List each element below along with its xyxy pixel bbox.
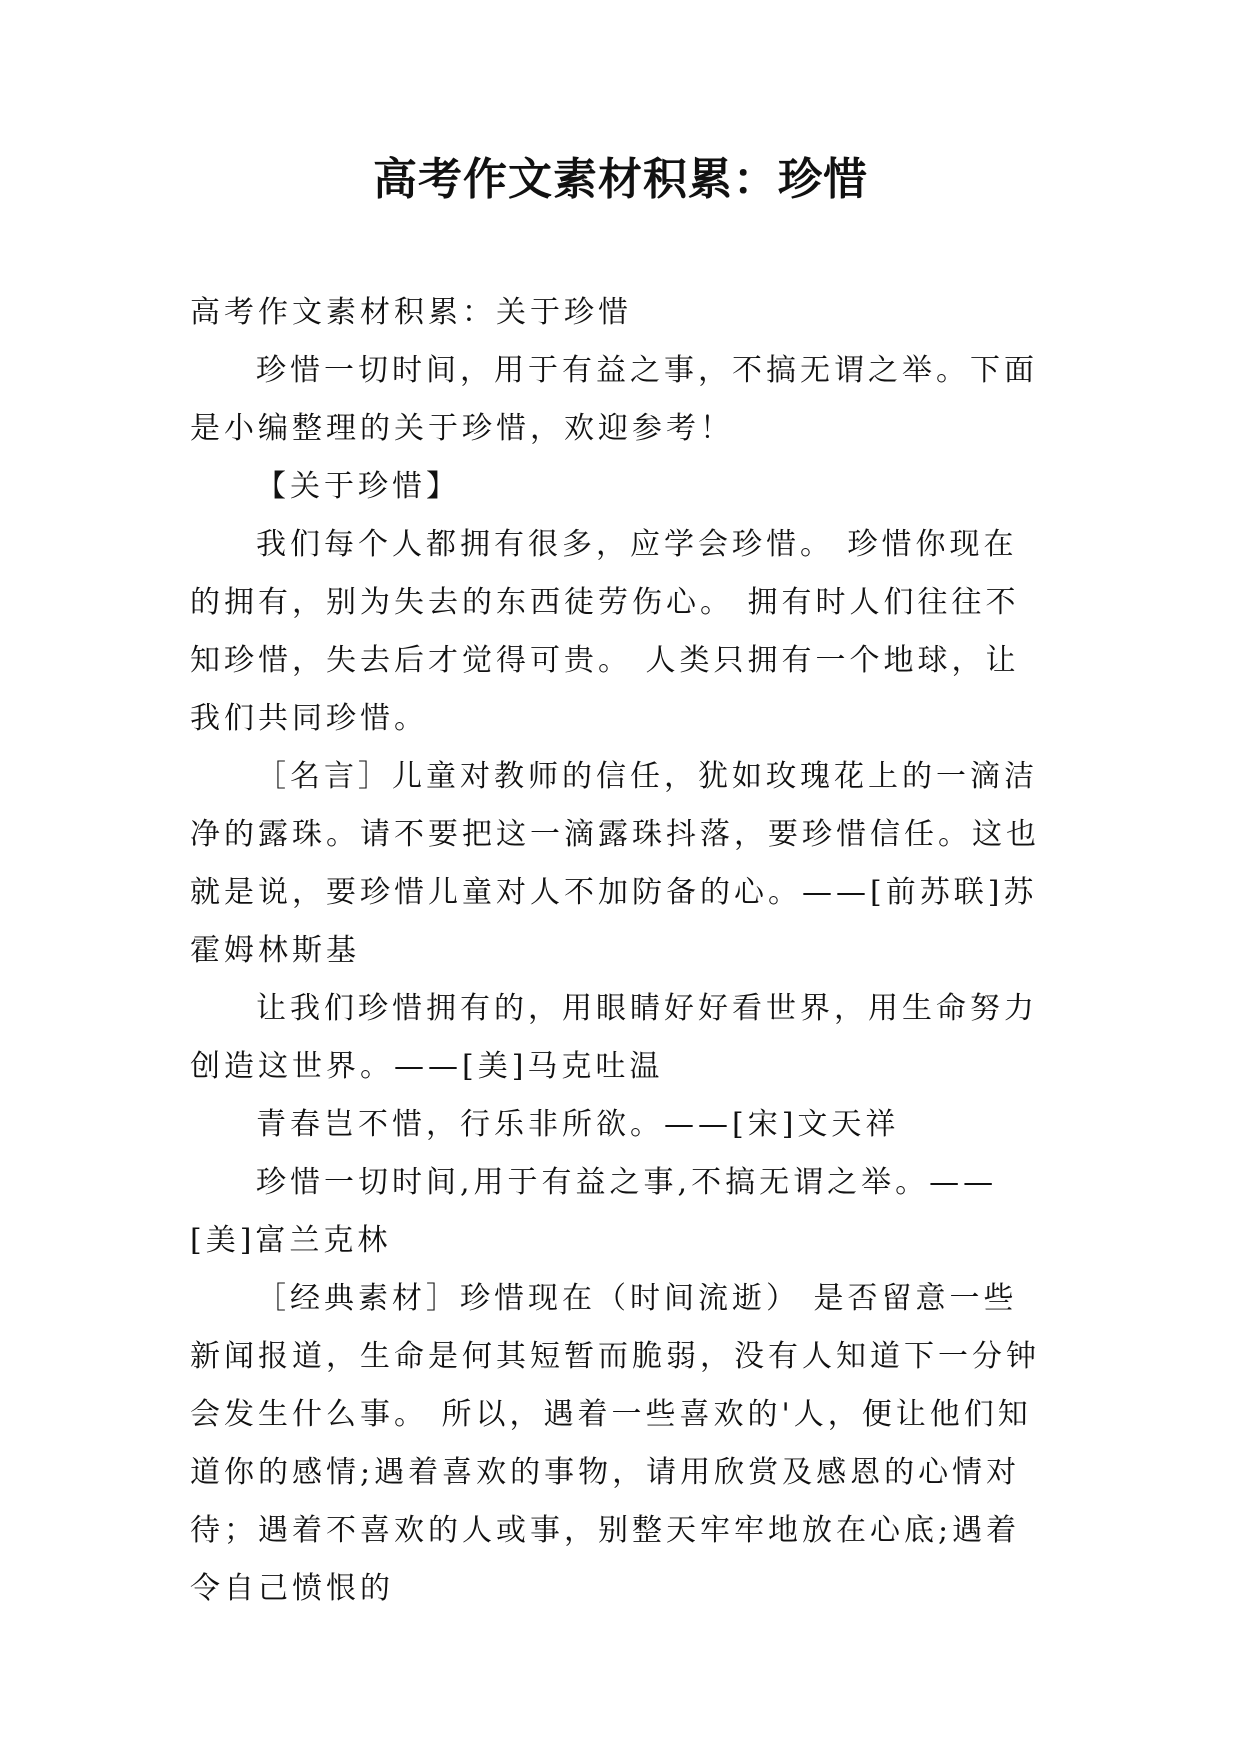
quote-paragraph: ［名言］儿童对教师的信任，犹如玫瑰花上的一滴洁净的露珠。请不要把这一滴露珠抖落，要珍惜信任。这也 就是说，要珍惜儿童对人不加防备的心。——[前苏联]苏霍姆林斯基 (190, 759, 1040, 968)
intro-paragraph: 珍惜一切时间，用于有益之事，不搞无谓之举。下面是小编整理的关于珍惜，欢迎参考！ (190, 353, 1038, 446)
subtitle-paragraph: 高考作文素材积累：关于珍惜 (190, 295, 632, 330)
document-title: 高考作文素材积累：珍惜 (373, 154, 868, 205)
quote-paragraph: 青春岂不惜，行乐非所欲。——[宋]文天祥 (256, 1107, 900, 1142)
section-heading: 【关于珍惜】 (256, 469, 460, 504)
document-body (190, 284, 1050, 1618)
body-paragraph: 我们每个人都拥有很多，应学会珍惜。 珍惜你现在的拥有，别为失去的东西徒劳伤心。 拥有时人们往往不知珍惜，失去后才觉得可贵。 人类只拥有一个地球，让我们共同珍惜。 (190, 527, 1020, 736)
quote-paragraph: 让我们珍惜拥有的，用眼睛好好看世界，用生命努力创造这世界。——[美]马克吐温 (190, 991, 1038, 1084)
material-paragraph: ［经典素材］珍惜现在（时间流逝） 是否留意一些新闻报道，生命是何其短暂而脆弱，没有人知道下一分钟会发生什么事。 所以，遇着一些喜欢的'人，便让他们知道你的感情;遇着喜欢的事物，请用欣赏及感恩的心情对待；遇着不喜欢的人或事，别整天牢牢地放在心底;遇着令自己愤恨的 (190, 1281, 1040, 1606)
quote-paragraph: 珍惜一切时间,用于有益之事,不搞无谓之举。——[美]富兰克林 (190, 1165, 998, 1258)
